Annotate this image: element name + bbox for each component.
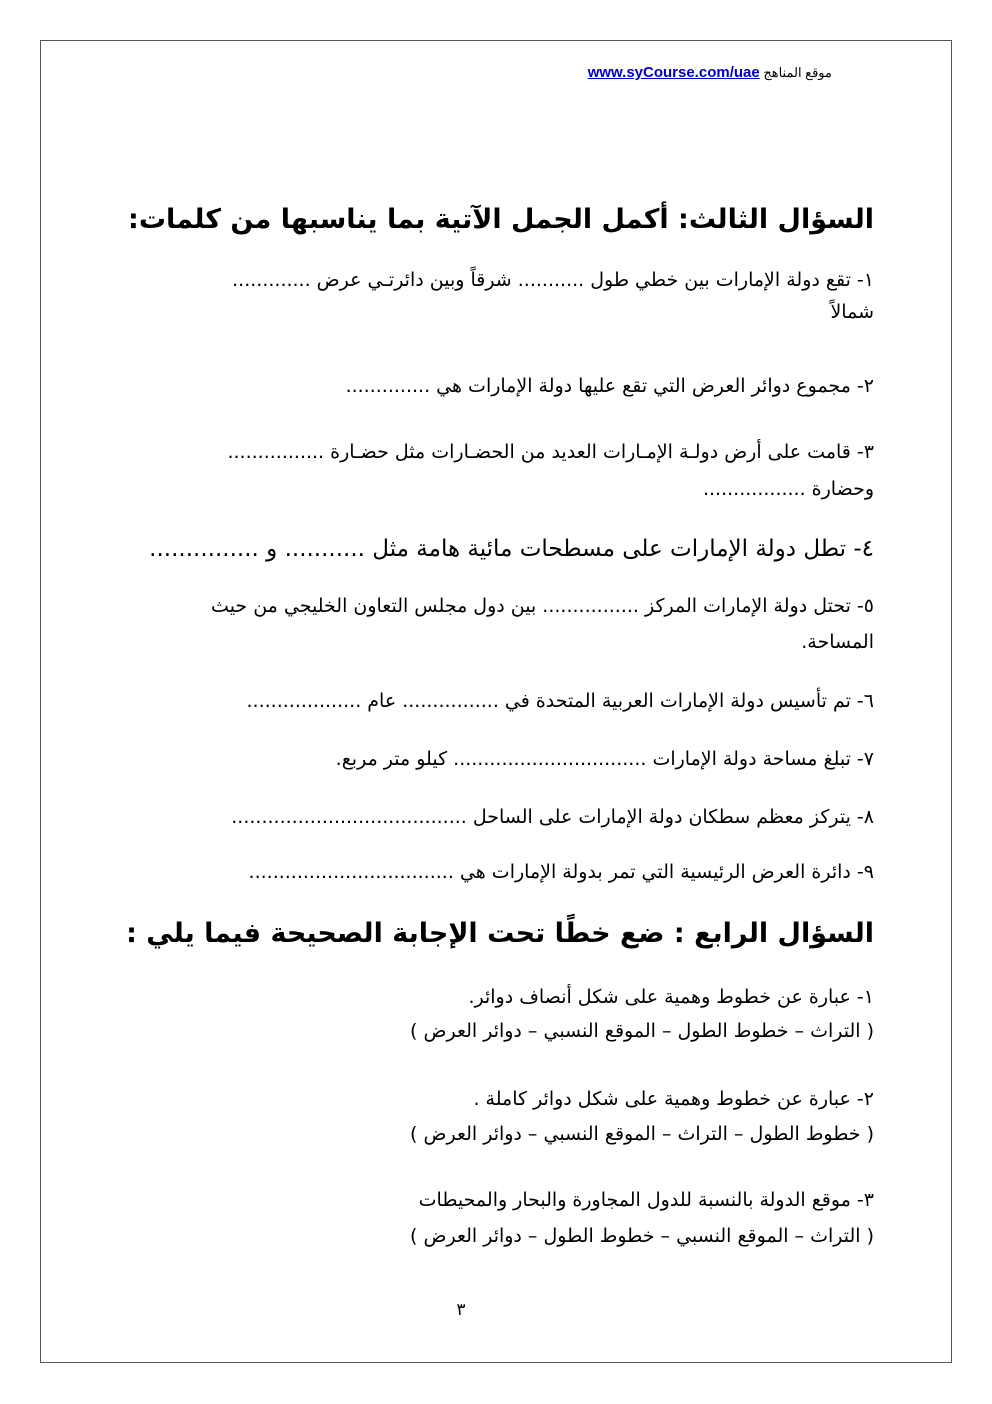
header bbox=[588, 64, 832, 81]
q4-item-1-choices: ( التراث – خطوط الطول – الموقع النسبي – دوائر العرض ) bbox=[410, 1020, 874, 1042]
page-number: ٣ bbox=[456, 1300, 466, 1320]
q3-item-3-line1: ٣- قامت على أرض دولـة الإمـارات العديد من الحضـارات مثل حضـارة ................ bbox=[227, 441, 874, 463]
site-link[interactable]: www.syCourse.com/uae bbox=[587, 64, 760, 81]
q4-item-2-choices: ( خطوط الطول – التراث – الموقع النسبي – دوائر العرض ) bbox=[410, 1123, 874, 1145]
q3-item-8: ٨- يتركز معظم سطكان دولة الإمارات على الساحل ....................................... bbox=[231, 806, 874, 828]
q3-item-5-line1: ٥- تحتل دولة الإمارات المركز ................ بين دول مجلس التعاون الخليجي من حيث bbox=[211, 595, 874, 617]
q4-item-3-choices: ( التراث – الموقع النسبي – خطوط الطول – دوائر العرض ) bbox=[410, 1225, 874, 1247]
q3-item-5-line2: المساحة. bbox=[801, 631, 874, 653]
q4-item-3-question: ٣- موقع الدولة بالنسبة للدول المجاورة والبحار والمحيطات bbox=[418, 1189, 874, 1211]
q3-item-7: ٧- تبلغ مساحة دولة الإمارات ................................ كيلو متر مربع. bbox=[335, 748, 874, 770]
q3-title: السؤال الثالث: أكمل الجمل الآتية بما يناسبها من كلمات: bbox=[128, 204, 874, 235]
q4-item-1-question: ١- عبارة عن خطوط وهمية على شكل أنصاف دوائر. bbox=[468, 986, 874, 1008]
q3-item-9: ٩- دائرة العرض الرئيسية التي تمر بدولة الإمارات هي .................................. bbox=[248, 861, 874, 883]
q4-item-2-question: ٢- عبارة عن خطوط وهمية على شكل دوائر كاملة . bbox=[473, 1088, 874, 1110]
q3-item-4: ٤- تطل دولة الإمارات على مسطحات مائية هامة مثل ........... و ............... bbox=[149, 536, 874, 562]
q3-item-3-line2: وحضارة ................. bbox=[702, 478, 874, 500]
q3-item-6: ٦- تم تأسيس دولة الإمارات العربية المتحدة في ................ عام ................... bbox=[246, 690, 874, 712]
q3-item-1-line2: شمالاً bbox=[830, 301, 874, 323]
q4-title: السؤال الرابع : ضع خطًا تحت الإجابة الصحيحة فيما يلي : bbox=[126, 918, 874, 949]
q3-item-1-line1: ١- تقع دولة الإمارات بين خطي طول ........... شرقاً وبين دائرتـي عرض ............. bbox=[232, 269, 874, 291]
site-label: موقع المناهج bbox=[763, 65, 832, 80]
q3-item-2: ٢- مجموع دوائر العرض التي تقع عليها دولة الإمارات هي .............. bbox=[345, 375, 874, 397]
